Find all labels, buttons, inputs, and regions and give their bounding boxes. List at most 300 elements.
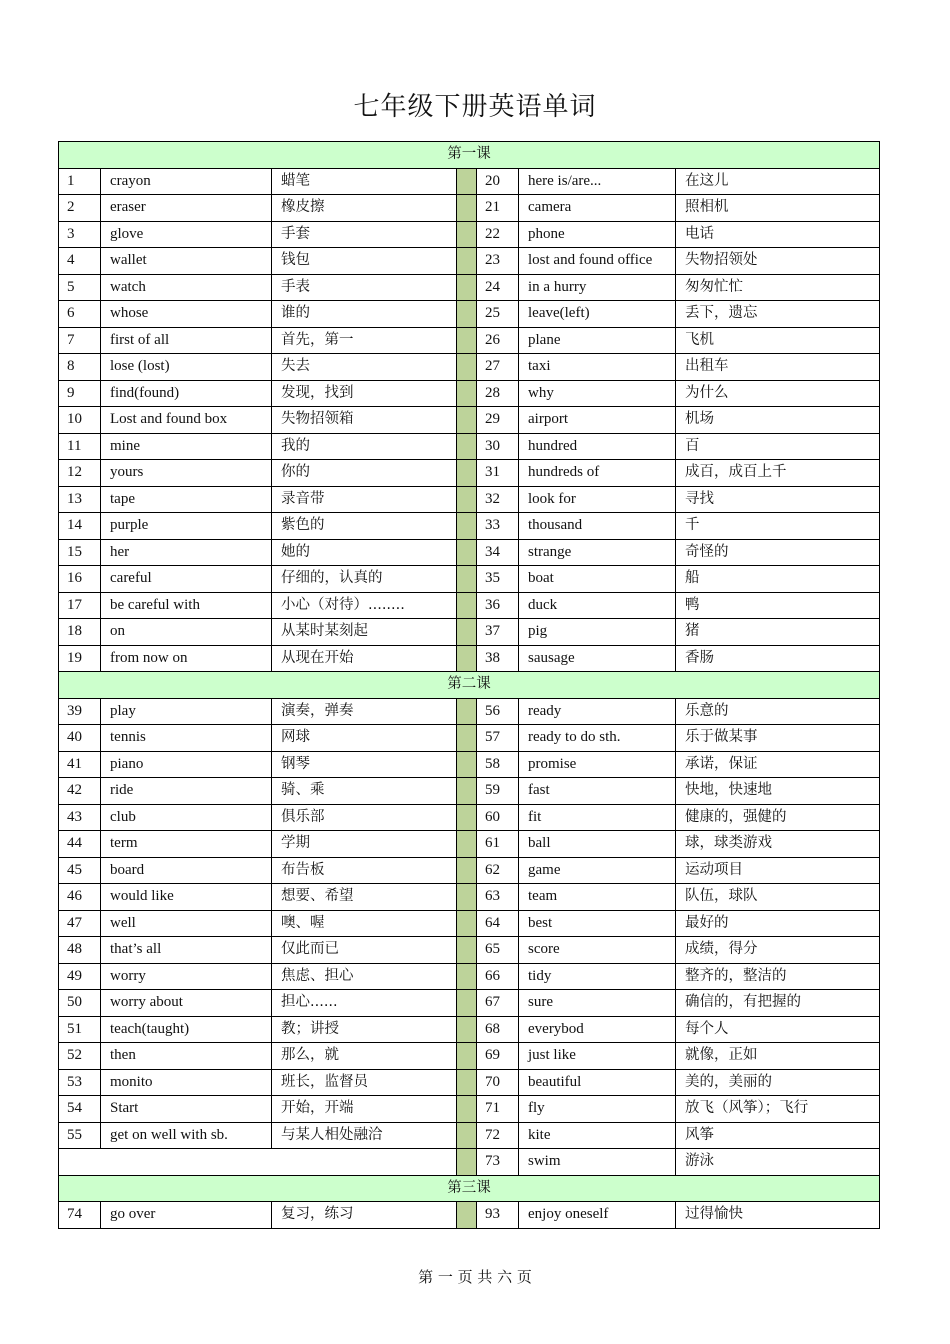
right-chinese-meaning: 运动项目	[676, 857, 880, 884]
table-row	[59, 274, 880, 301]
right-index: 35	[477, 566, 519, 593]
left-index: 44	[59, 831, 101, 858]
left-index: 49	[59, 963, 101, 990]
right-index: 22	[477, 221, 519, 248]
column-divider	[457, 857, 477, 884]
table-row	[59, 1122, 880, 1149]
right-index: 61	[477, 831, 519, 858]
left-index: 12	[59, 460, 101, 487]
left-chinese-meaning: 录音带	[272, 486, 457, 513]
right-english-word: swim	[519, 1149, 676, 1176]
left-chinese-meaning: 蜡笔	[272, 168, 457, 195]
left-index: 54	[59, 1096, 101, 1123]
left-chinese-meaning: 演奏，弹奏	[272, 698, 457, 725]
left-index: 17	[59, 592, 101, 619]
right-chinese-meaning: 成百，成百上千	[676, 460, 880, 487]
left-index: 16	[59, 566, 101, 593]
empty-cell	[59, 1149, 457, 1176]
column-divider	[457, 963, 477, 990]
column-divider	[457, 168, 477, 195]
vocabulary-table	[58, 141, 880, 1229]
right-index: 21	[477, 195, 519, 222]
left-english-word: board	[101, 857, 272, 884]
table-row	[59, 407, 880, 434]
right-english-word: ball	[519, 831, 676, 858]
table-row	[59, 486, 880, 513]
left-index: 11	[59, 433, 101, 460]
column-divider	[457, 990, 477, 1017]
left-chinese-meaning: 钢琴	[272, 751, 457, 778]
right-english-word: taxi	[519, 354, 676, 381]
table-row	[59, 884, 880, 911]
right-index: 64	[477, 910, 519, 937]
left-chinese-meaning: 与某人相处融洽	[272, 1122, 457, 1149]
lesson-header-row	[59, 672, 880, 699]
column-divider	[457, 937, 477, 964]
left-english-word: tape	[101, 486, 272, 513]
right-chinese-meaning: 队伍，球队	[676, 884, 880, 911]
right-chinese-meaning: 风筝	[676, 1122, 880, 1149]
right-index: 34	[477, 539, 519, 566]
left-english-word: monito	[101, 1069, 272, 1096]
right-english-word: lost and found office	[519, 248, 676, 275]
right-english-word: phone	[519, 221, 676, 248]
right-english-word: here is/are...	[519, 168, 676, 195]
column-divider	[457, 460, 477, 487]
lesson-header-row	[59, 142, 880, 169]
table-row	[59, 539, 880, 566]
right-chinese-meaning: 出租车	[676, 354, 880, 381]
right-chinese-meaning: 丢下，遗忘	[676, 301, 880, 328]
left-index: 39	[59, 698, 101, 725]
column-divider	[457, 1149, 477, 1176]
table-row	[59, 460, 880, 487]
left-english-word: would like	[101, 884, 272, 911]
table-row	[59, 195, 880, 222]
left-index: 14	[59, 513, 101, 540]
right-english-word: pig	[519, 619, 676, 646]
right-english-word: score	[519, 937, 676, 964]
column-divider	[457, 778, 477, 805]
column-divider	[457, 1202, 477, 1229]
right-chinese-meaning: 承诺，保证	[676, 751, 880, 778]
left-chinese-meaning: 那么，就	[272, 1043, 457, 1070]
right-english-word: enjoy oneself	[519, 1202, 676, 1229]
left-chinese-meaning: 学期	[272, 831, 457, 858]
right-english-word: strange	[519, 539, 676, 566]
right-index: 30	[477, 433, 519, 460]
left-chinese-meaning: 俱乐部	[272, 804, 457, 831]
left-chinese-meaning: 手表	[272, 274, 457, 301]
right-index: 73	[477, 1149, 519, 1176]
table-row	[59, 725, 880, 752]
page-title: 七年级下册英语单词	[353, 92, 597, 122]
left-english-word: be careful with	[101, 592, 272, 619]
left-english-word: ride	[101, 778, 272, 805]
right-chinese-meaning: 乐意的	[676, 698, 880, 725]
left-chinese-meaning: 小心（对待）........	[272, 592, 457, 619]
left-chinese-meaning: 开始，开端	[272, 1096, 457, 1123]
right-chinese-meaning: 乐于做某事	[676, 725, 880, 752]
left-index: 18	[59, 619, 101, 646]
right-english-word: hundreds of	[519, 460, 676, 487]
column-divider	[457, 1069, 477, 1096]
left-chinese-meaning: 橡皮擦	[272, 195, 457, 222]
table-row	[59, 1069, 880, 1096]
right-chinese-meaning: 机场	[676, 407, 880, 434]
right-chinese-meaning: 失物招领处	[676, 248, 880, 275]
column-divider	[457, 619, 477, 646]
right-index: 36	[477, 592, 519, 619]
left-chinese-meaning: 从现在开始	[272, 645, 457, 672]
left-index: 13	[59, 486, 101, 513]
lesson-heading: 第一课	[59, 142, 880, 169]
left-index: 5	[59, 274, 101, 301]
right-english-word: camera	[519, 195, 676, 222]
table-row	[59, 857, 880, 884]
right-index: 38	[477, 645, 519, 672]
right-index: 56	[477, 698, 519, 725]
table-row	[59, 778, 880, 805]
right-chinese-meaning: 在这儿	[676, 168, 880, 195]
table-row	[59, 301, 880, 328]
right-index: 68	[477, 1016, 519, 1043]
right-chinese-meaning: 寻找	[676, 486, 880, 513]
left-chinese-meaning: 失物招领箱	[272, 407, 457, 434]
left-english-word: play	[101, 698, 272, 725]
left-index: 55	[59, 1122, 101, 1149]
right-chinese-meaning: 百	[676, 433, 880, 460]
right-english-word: beautiful	[519, 1069, 676, 1096]
column-divider	[457, 910, 477, 937]
right-index: 57	[477, 725, 519, 752]
left-english-word: careful	[101, 566, 272, 593]
right-index: 28	[477, 380, 519, 407]
left-english-word: term	[101, 831, 272, 858]
table-row	[59, 566, 880, 593]
left-english-word: that’s all	[101, 937, 272, 964]
right-index: 63	[477, 884, 519, 911]
left-chinese-meaning: 班长，监督员	[272, 1069, 457, 1096]
table-row	[59, 354, 880, 381]
lesson-heading: 第二课	[59, 672, 880, 699]
right-english-word: duck	[519, 592, 676, 619]
table-row	[59, 619, 880, 646]
column-divider	[457, 698, 477, 725]
left-chinese-meaning: 噢、喔	[272, 910, 457, 937]
left-index: 46	[59, 884, 101, 911]
right-index: 69	[477, 1043, 519, 1070]
left-chinese-meaning: 钱包	[272, 248, 457, 275]
table-row	[59, 592, 880, 619]
left-chinese-meaning: 复习，练习	[272, 1202, 457, 1229]
left-index: 53	[59, 1069, 101, 1096]
left-english-word: well	[101, 910, 272, 937]
right-index: 37	[477, 619, 519, 646]
left-index: 9	[59, 380, 101, 407]
column-divider	[457, 407, 477, 434]
column-divider	[457, 831, 477, 858]
column-divider	[457, 884, 477, 911]
left-english-word: purple	[101, 513, 272, 540]
right-english-word: fit	[519, 804, 676, 831]
column-divider	[457, 274, 477, 301]
lesson-heading: 第三课	[59, 1175, 880, 1202]
left-chinese-meaning: 焦虑、担心	[272, 963, 457, 990]
left-english-word: yours	[101, 460, 272, 487]
right-index: 59	[477, 778, 519, 805]
right-chinese-meaning: 猪	[676, 619, 880, 646]
right-chinese-meaning: 快地，快速地	[676, 778, 880, 805]
right-chinese-meaning: 确信的，有把握的	[676, 990, 880, 1017]
right-english-word: sausage	[519, 645, 676, 672]
left-index: 47	[59, 910, 101, 937]
left-english-word: watch	[101, 274, 272, 301]
right-chinese-meaning: 千	[676, 513, 880, 540]
left-index: 6	[59, 301, 101, 328]
column-divider	[457, 221, 477, 248]
column-divider	[457, 539, 477, 566]
table-row	[59, 910, 880, 937]
column-divider	[457, 566, 477, 593]
column-divider	[457, 592, 477, 619]
right-english-word: kite	[519, 1122, 676, 1149]
left-english-word: worry about	[101, 990, 272, 1017]
left-english-word: mine	[101, 433, 272, 460]
left-index: 41	[59, 751, 101, 778]
left-chinese-meaning: 布告板	[272, 857, 457, 884]
right-english-word: tidy	[519, 963, 676, 990]
left-index: 15	[59, 539, 101, 566]
right-chinese-meaning: 照相机	[676, 195, 880, 222]
left-english-word: Start	[101, 1096, 272, 1123]
column-divider	[457, 1122, 477, 1149]
left-english-word: crayon	[101, 168, 272, 195]
right-chinese-meaning: 游泳	[676, 1149, 880, 1176]
table-row	[59, 248, 880, 275]
table-row	[59, 433, 880, 460]
left-english-word: worry	[101, 963, 272, 990]
left-english-word: find(found)	[101, 380, 272, 407]
right-index: 93	[477, 1202, 519, 1229]
left-index: 40	[59, 725, 101, 752]
right-english-word: game	[519, 857, 676, 884]
left-chinese-meaning: 骑、乘	[272, 778, 457, 805]
right-chinese-meaning: 船	[676, 566, 880, 593]
left-english-word: wallet	[101, 248, 272, 275]
left-chinese-meaning: 首先，第一	[272, 327, 457, 354]
page-footer: 第 一 页 共 六 页	[418, 1268, 532, 1286]
table-row	[59, 698, 880, 725]
right-english-word: plane	[519, 327, 676, 354]
left-index: 50	[59, 990, 101, 1017]
left-chinese-meaning: 失去	[272, 354, 457, 381]
table-row	[59, 221, 880, 248]
left-index: 48	[59, 937, 101, 964]
right-chinese-meaning: 过得愉快	[676, 1202, 880, 1229]
right-english-word: ready	[519, 698, 676, 725]
right-index: 23	[477, 248, 519, 275]
left-chinese-meaning: 手套	[272, 221, 457, 248]
left-english-word: on	[101, 619, 272, 646]
left-chinese-meaning: 从某时某刻起	[272, 619, 457, 646]
right-chinese-meaning: 电话	[676, 221, 880, 248]
left-english-word: go over	[101, 1202, 272, 1229]
right-chinese-meaning: 成绩，得分	[676, 937, 880, 964]
right-index: 62	[477, 857, 519, 884]
table-row	[59, 168, 880, 195]
right-english-word: promise	[519, 751, 676, 778]
left-english-word: glove	[101, 221, 272, 248]
left-chinese-meaning: 想要、希望	[272, 884, 457, 911]
right-chinese-meaning: 就像，正如	[676, 1043, 880, 1070]
right-chinese-meaning: 鸭	[676, 592, 880, 619]
table-row	[59, 937, 880, 964]
table-row	[59, 327, 880, 354]
right-english-word: everybod	[519, 1016, 676, 1043]
left-chinese-meaning: 紫色的	[272, 513, 457, 540]
column-divider	[457, 1096, 477, 1123]
column-divider	[457, 486, 477, 513]
right-chinese-meaning: 球，球类游戏	[676, 831, 880, 858]
right-english-word: boat	[519, 566, 676, 593]
left-index: 10	[59, 407, 101, 434]
left-english-word: eraser	[101, 195, 272, 222]
right-index: 60	[477, 804, 519, 831]
table-row	[59, 380, 880, 407]
right-index: 24	[477, 274, 519, 301]
left-index: 42	[59, 778, 101, 805]
right-chinese-meaning: 放飞（风筝）；飞行	[676, 1096, 880, 1123]
left-chinese-meaning: 谁的	[272, 301, 457, 328]
column-divider	[457, 1016, 477, 1043]
right-index: 72	[477, 1122, 519, 1149]
left-english-word: teach(taught)	[101, 1016, 272, 1043]
right-english-word: airport	[519, 407, 676, 434]
right-english-word: look for	[519, 486, 676, 513]
table-row	[59, 751, 880, 778]
left-chinese-meaning: 网球	[272, 725, 457, 752]
right-english-word: fly	[519, 1096, 676, 1123]
column-divider	[457, 645, 477, 672]
left-index: 74	[59, 1202, 101, 1229]
left-english-word: her	[101, 539, 272, 566]
right-chinese-meaning: 每个人	[676, 1016, 880, 1043]
table-row	[59, 1149, 880, 1176]
left-chinese-meaning: 仅此而已	[272, 937, 457, 964]
right-index: 20	[477, 168, 519, 195]
right-index: 70	[477, 1069, 519, 1096]
right-chinese-meaning: 飞机	[676, 327, 880, 354]
right-index: 32	[477, 486, 519, 513]
left-index: 7	[59, 327, 101, 354]
column-divider	[457, 513, 477, 540]
right-english-word: thousand	[519, 513, 676, 540]
left-index: 43	[59, 804, 101, 831]
left-index: 2	[59, 195, 101, 222]
table-row	[59, 963, 880, 990]
left-chinese-meaning: 你的	[272, 460, 457, 487]
right-index: 25	[477, 301, 519, 328]
left-chinese-meaning: 我的	[272, 433, 457, 460]
column-divider	[457, 804, 477, 831]
right-index: 58	[477, 751, 519, 778]
right-chinese-meaning: 香肠	[676, 645, 880, 672]
right-index: 71	[477, 1096, 519, 1123]
table-row	[59, 804, 880, 831]
lesson-header-row	[59, 1175, 880, 1202]
column-divider	[457, 301, 477, 328]
right-english-word: fast	[519, 778, 676, 805]
left-english-word: then	[101, 1043, 272, 1070]
right-english-word: just like	[519, 1043, 676, 1070]
column-divider	[457, 248, 477, 275]
left-chinese-meaning: 发现，找到	[272, 380, 457, 407]
right-english-word: ready to do sth.	[519, 725, 676, 752]
right-english-word: best	[519, 910, 676, 937]
column-divider	[457, 327, 477, 354]
left-index: 4	[59, 248, 101, 275]
right-index: 31	[477, 460, 519, 487]
right-chinese-meaning: 奇怪的	[676, 539, 880, 566]
column-divider	[457, 751, 477, 778]
table-row	[59, 1016, 880, 1043]
right-chinese-meaning: 为什么	[676, 380, 880, 407]
vocabulary-table-body	[59, 142, 880, 1229]
table-row	[59, 645, 880, 672]
left-english-word: whose	[101, 301, 272, 328]
right-english-word: hundred	[519, 433, 676, 460]
left-english-word: first of all	[101, 327, 272, 354]
left-index: 51	[59, 1016, 101, 1043]
column-divider	[457, 380, 477, 407]
left-index: 52	[59, 1043, 101, 1070]
right-chinese-meaning: 整齐的，整洁的	[676, 963, 880, 990]
right-index: 27	[477, 354, 519, 381]
right-index: 66	[477, 963, 519, 990]
left-index: 1	[59, 168, 101, 195]
left-index: 19	[59, 645, 101, 672]
left-chinese-meaning: 教；讲授	[272, 1016, 457, 1043]
column-divider	[457, 354, 477, 381]
table-row	[59, 1043, 880, 1070]
right-english-word: in a hurry	[519, 274, 676, 301]
column-divider	[457, 725, 477, 752]
right-chinese-meaning: 美的，美丽的	[676, 1069, 880, 1096]
left-english-word: club	[101, 804, 272, 831]
left-english-word: tennis	[101, 725, 272, 752]
right-index: 29	[477, 407, 519, 434]
right-english-word: leave(left)	[519, 301, 676, 328]
left-chinese-meaning: 她的	[272, 539, 457, 566]
left-english-word: piano	[101, 751, 272, 778]
left-chinese-meaning: 担心......	[272, 990, 457, 1017]
left-index: 3	[59, 221, 101, 248]
right-chinese-meaning: 健康的，强健的	[676, 804, 880, 831]
column-divider	[457, 433, 477, 460]
left-english-word: get on well with sb.	[101, 1122, 272, 1149]
right-english-word: team	[519, 884, 676, 911]
left-english-word: Lost and found box	[101, 407, 272, 434]
right-index: 26	[477, 327, 519, 354]
column-divider	[457, 195, 477, 222]
right-chinese-meaning: 最好的	[676, 910, 880, 937]
right-chinese-meaning: 匆匆忙忙	[676, 274, 880, 301]
table-row	[59, 990, 880, 1017]
left-english-word: from now on	[101, 645, 272, 672]
table-row	[59, 1202, 880, 1229]
right-english-word: why	[519, 380, 676, 407]
